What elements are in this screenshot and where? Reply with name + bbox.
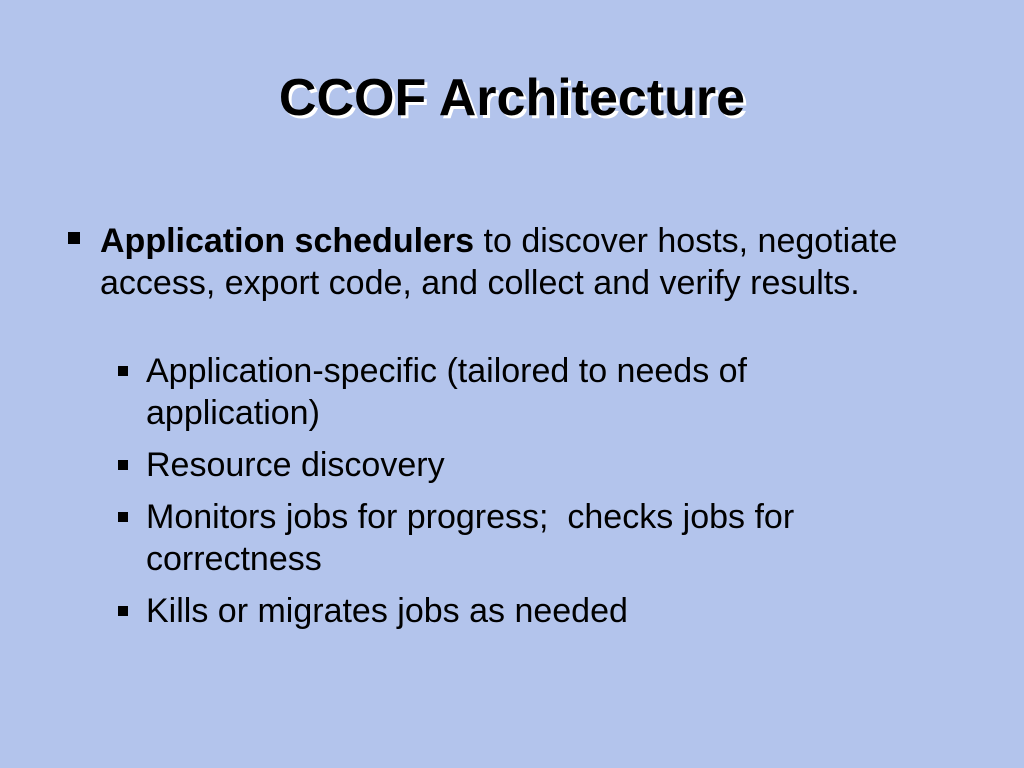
sub-bullet-text: Resource discovery	[146, 446, 445, 484]
sub-bullet-list	[62, 350, 962, 632]
sub-bullet	[114, 350, 916, 434]
sub-bullet-text: Application-specific (tailored to needs of application)	[146, 352, 747, 432]
square-bullet-icon	[118, 512, 128, 522]
square-bullet-icon	[118, 460, 128, 470]
slide-title: CCOF Architecture	[278, 69, 746, 127]
square-bullet-icon	[118, 366, 128, 376]
sub-bullet	[114, 496, 916, 580]
sub-bullet-text: Kills or migrates jobs as needed	[146, 592, 628, 630]
square-bullet-icon	[118, 606, 128, 616]
main-bullet-text: to discover hosts, negotiate access, export code, and collect and verify results.	[100, 222, 898, 302]
square-bullet-icon	[68, 232, 80, 244]
main-bullet-bold-text: Application schedulers	[100, 222, 475, 260]
sub-bullet-text: Monitors jobs for progress; checks jobs for correctness	[146, 498, 804, 578]
slide-content	[62, 220, 962, 642]
sub-bullet	[114, 590, 916, 632]
sub-bullet	[114, 444, 916, 486]
main-bullet	[62, 220, 960, 304]
